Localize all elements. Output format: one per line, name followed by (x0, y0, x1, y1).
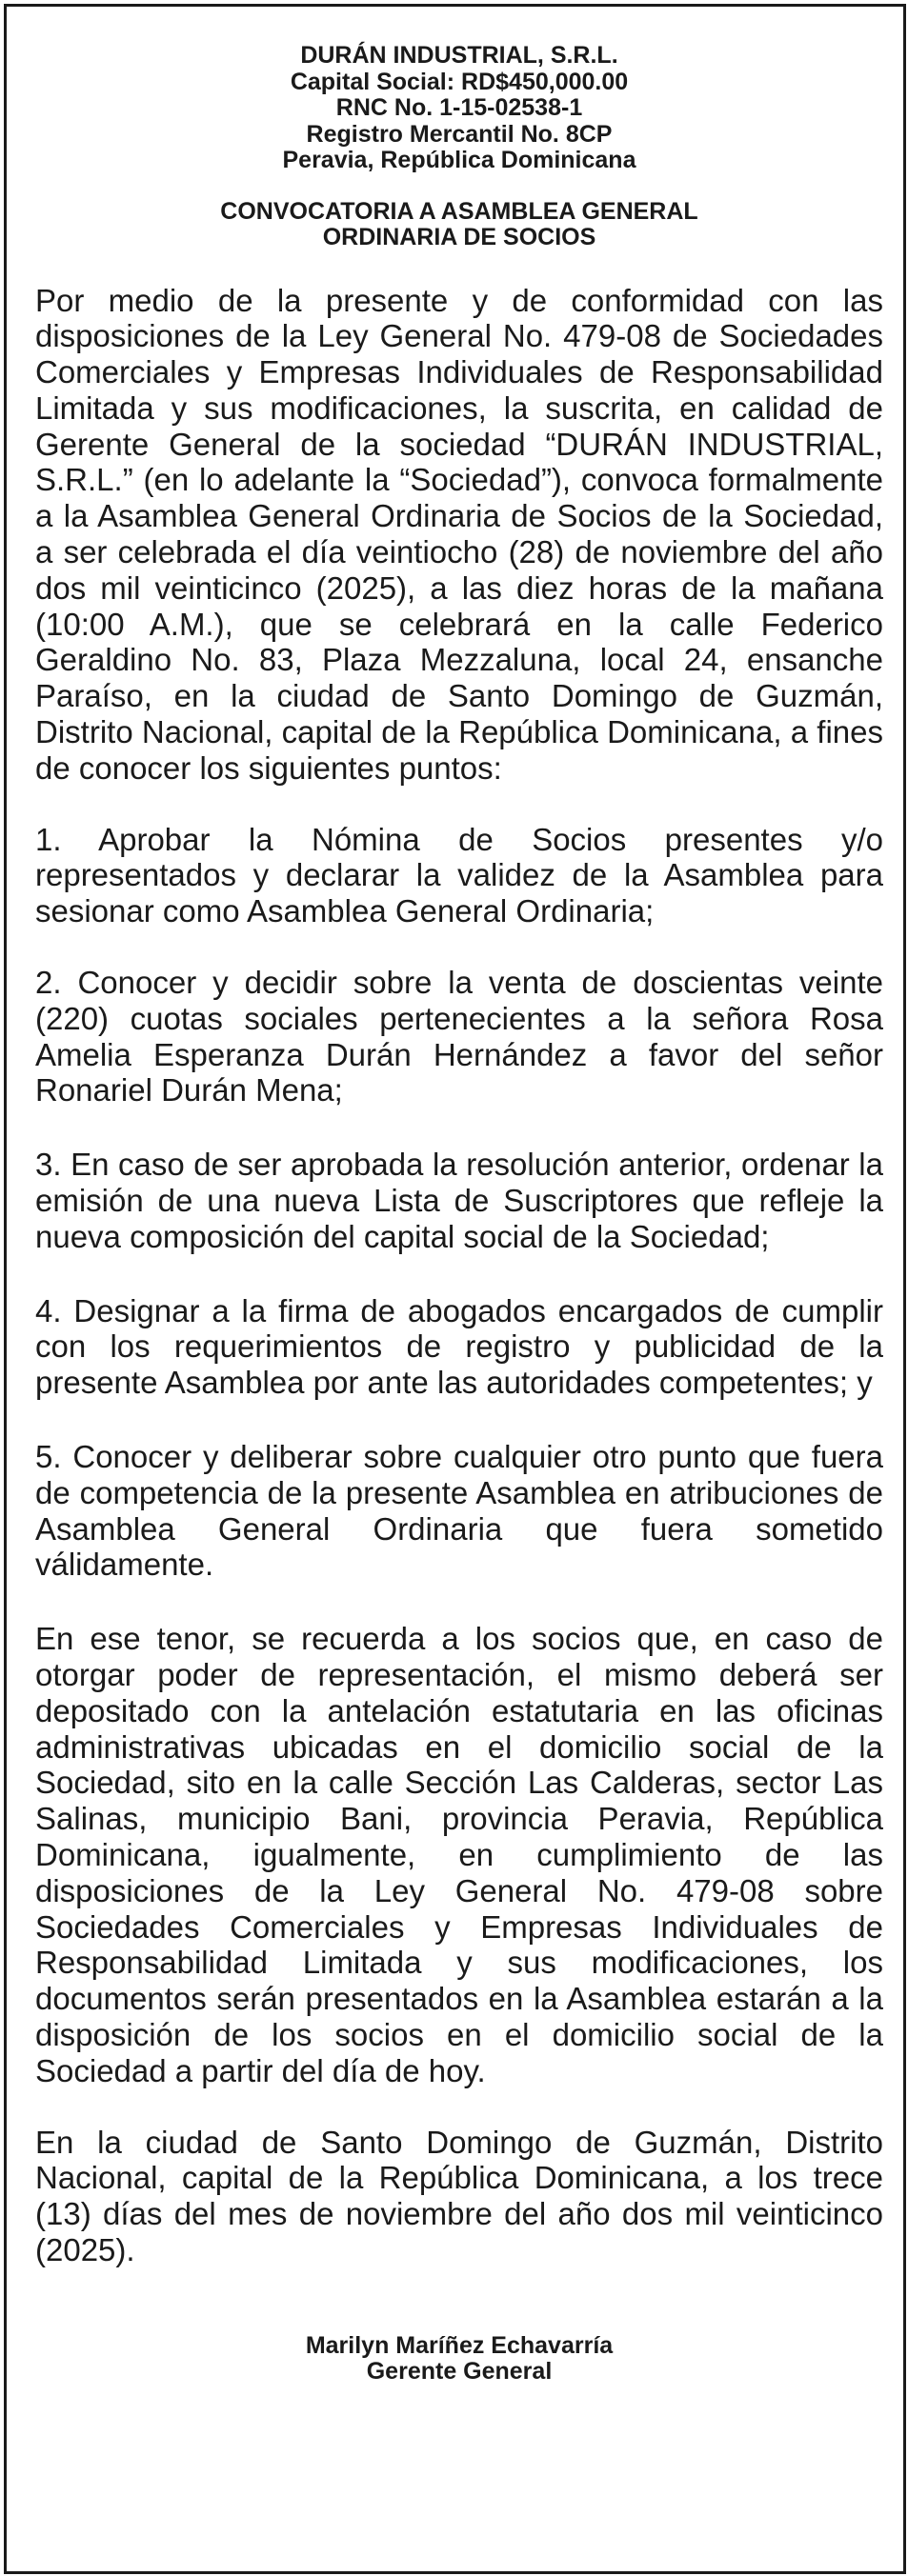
signature-block (35, 2333, 883, 2386)
agenda-item-5: 5. Conocer y deliberar sobre cualquier otro punto que fuera de competencia de la presente Asamblea en atribuciones de Asamblea General Ordinaria que fuera sometido válidamente. (35, 1439, 883, 1583)
company-location: Peravia, República Dominicana (282, 147, 636, 173)
title-line-1: CONVOCATORIA A ASAMBLEA GENERAL (220, 197, 698, 225)
signer-name: Marilyn Maríñez Echavarría (305, 2331, 614, 2359)
company-header (35, 43, 883, 174)
notice-title (35, 199, 883, 251)
signer-role: Gerente General (366, 2358, 553, 2386)
agenda-item-2: 2. Conocer y decidir sobre la venta de doscientas veinte (220) cuotas sociales pertenecientes a la señora Rosa Amelia Esperanza Durán Hernández a favor del señor Ronariel Durán Mena; (35, 965, 883, 1108)
agenda-item-1: 1. Aprobar la Nómina de Socios presentes y/o representados y declarar la validez de la Asamblea para sesionar como Asamblea General Ordinaria; (35, 821, 883, 929)
representation-paragraph: En ese tenor, se recuerda a los socios que, en caso de otorgar poder de representación, el mismo deberá ser depositado con la antelación estatutaria en las oficinas administrativas ubicadas en el domicilio social de la Sociedad, sito en la calle Sección Las Calderas, sector Las Salinas, municipio Bani, provincia Peravia, República Dominicana, igualmente, en cumplimiento de las disposiciones de la Ley General No. 479-08 sobre Sociedades Comerciales y Empresas Individuales de Responsabilidad Limitada y sus modificaciones, los documentos serán presentados en la Asamblea estarán a la disposición de los socios en el domicilio social de la Sociedad a partir del día de hoy. (35, 1621, 883, 2088)
notice-content (35, 43, 883, 2386)
agenda-item-3: 3. En caso de ser aprobada la resolución anterior, ordenar la emisión de una nueva Lista de Suscriptores que refleje la nueva composición del capital social de la Sociedad; (35, 1147, 883, 1254)
intro-paragraph: Por medio de la presente y de conformidad con las disposiciones de la Ley General No. 479-08 de Sociedades Comerciales y Empresas Individuales de Responsabilidad Limitada y sus modificaciones, la suscrita, en calidad de Gerente General de la sociedad “DURÁN INDUSTRIAL, S.R.L.” (en lo adelante la “Sociedad”), convoca formalmente a la Asamblea General Ordinaria de Socios de la Sociedad, a ser celebrada el día veintiocho (28) de noviembre del año dos mil veinticinco (2025), a las diez horas de la mañana (10:00 A.M.), que se celebrará en la calle Federico Geraldino No. 83, Plaza Mezzaluna, local 24, ensanche Paraíso, en la ciudad de Santo Domingo de Guzmán, Distrito Nacional, capital de la República Dominicana, a fines de conocer los siguientes puntos: (35, 282, 883, 786)
capital-social: Capital Social: RD$450,000.00 (290, 68, 629, 95)
closing-paragraph: En la ciudad de Santo Domingo de Guzmán, Distrito Nacional, capital de la República Dominicana, a los trece (13) días del mes de noviembre del año dos mil veinticinco (2025). (35, 2124, 883, 2267)
rnc-number: RNC No. 1-15-02538-1 (335, 94, 583, 121)
notice-frame (4, 4, 906, 2574)
company-name: DURÁN INDUSTRIAL, S.R.L. (300, 42, 618, 69)
agenda-item-4: 4. Designar a la firma de abogados encargados de cumplir con los requerimientos de registro y publicidad de la presente Asamblea por ante las autoridades competentes; y (35, 1292, 883, 1401)
registro-mercantil: Registro Mercantil No. 8CP (306, 120, 613, 148)
title-line-2: ORDINARIA DE SOCIOS (322, 224, 596, 250)
